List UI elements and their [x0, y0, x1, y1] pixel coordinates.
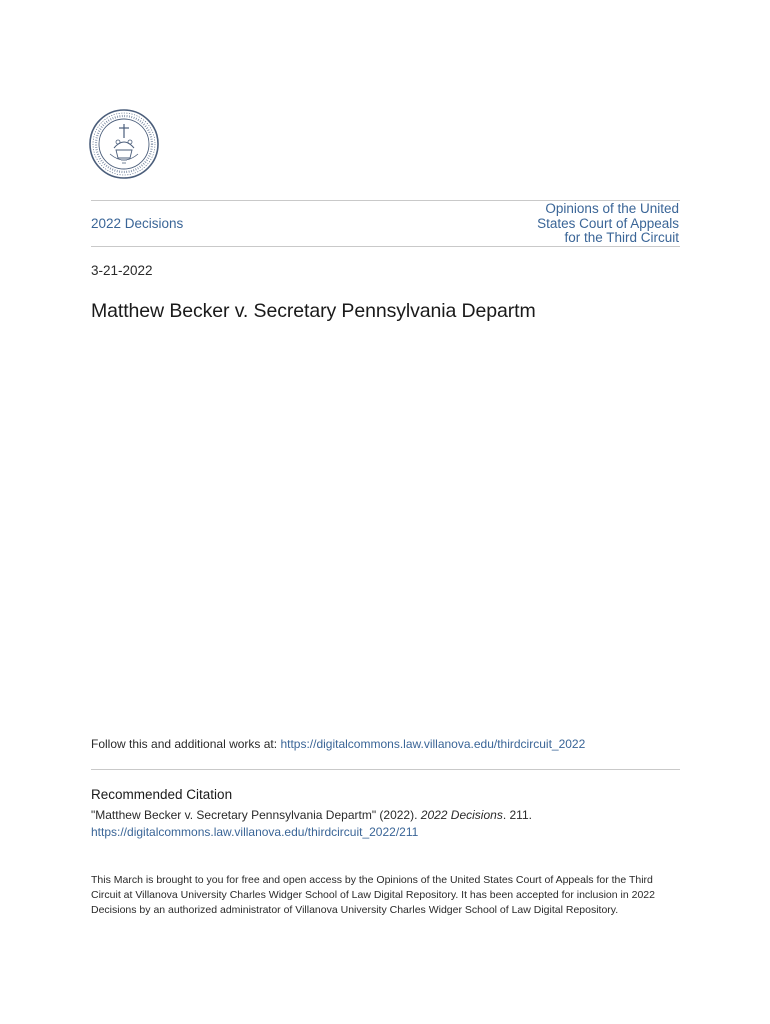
citation-block: [91, 807, 691, 841]
document-title: Matthew Becker v. Secretary Pennsylvania Departm: [91, 300, 536, 322]
publication-date: 3-21-2022: [91, 263, 153, 278]
recommended-citation-heading: Recommended Citation: [91, 787, 233, 802]
access-notice: This March is brought to you for free and open access by the Opinions of the United States Court of Appeals for the Third Circuit at Villanova University Charles Widger School of Law Digital Repository. It has been accepted for inclusion in 2022 Decisions by an authorized administrator of Villanova University Charles Widger School of Law Digital Repository.: [91, 874, 655, 916]
citation-series: 2022 Decisions: [420, 808, 503, 822]
collection-link-line-3: for the Third Circuit: [564, 230, 679, 245]
series-link[interactable]: 2022 Decisions: [91, 216, 184, 231]
citation-divider: [91, 769, 680, 770]
header-bottom-divider: [91, 246, 680, 247]
collection-link[interactable]: [509, 202, 679, 246]
citation-text-post: . 211.: [502, 808, 532, 822]
follow-line: [91, 737, 585, 751]
follow-url-link[interactable]: https://digitalcommons.law.villanova.edu/thirdcircuit_2022: [280, 737, 586, 751]
citation-text-pre: "Matthew Becker v. Secretary Pennsylvania Departm" (2022).: [91, 808, 421, 822]
collection-link-line-2: States Court of Appeals: [537, 215, 679, 231]
collection-link-line-1: Opinions of the United: [545, 201, 679, 216]
university-seal-icon: [88, 108, 160, 180]
citation-url-link[interactable]: https://digitalcommons.law.villanova.edu/thirdcircuit_2022/211: [91, 825, 419, 839]
follow-prefix: Follow this and additional works at:: [91, 737, 281, 751]
